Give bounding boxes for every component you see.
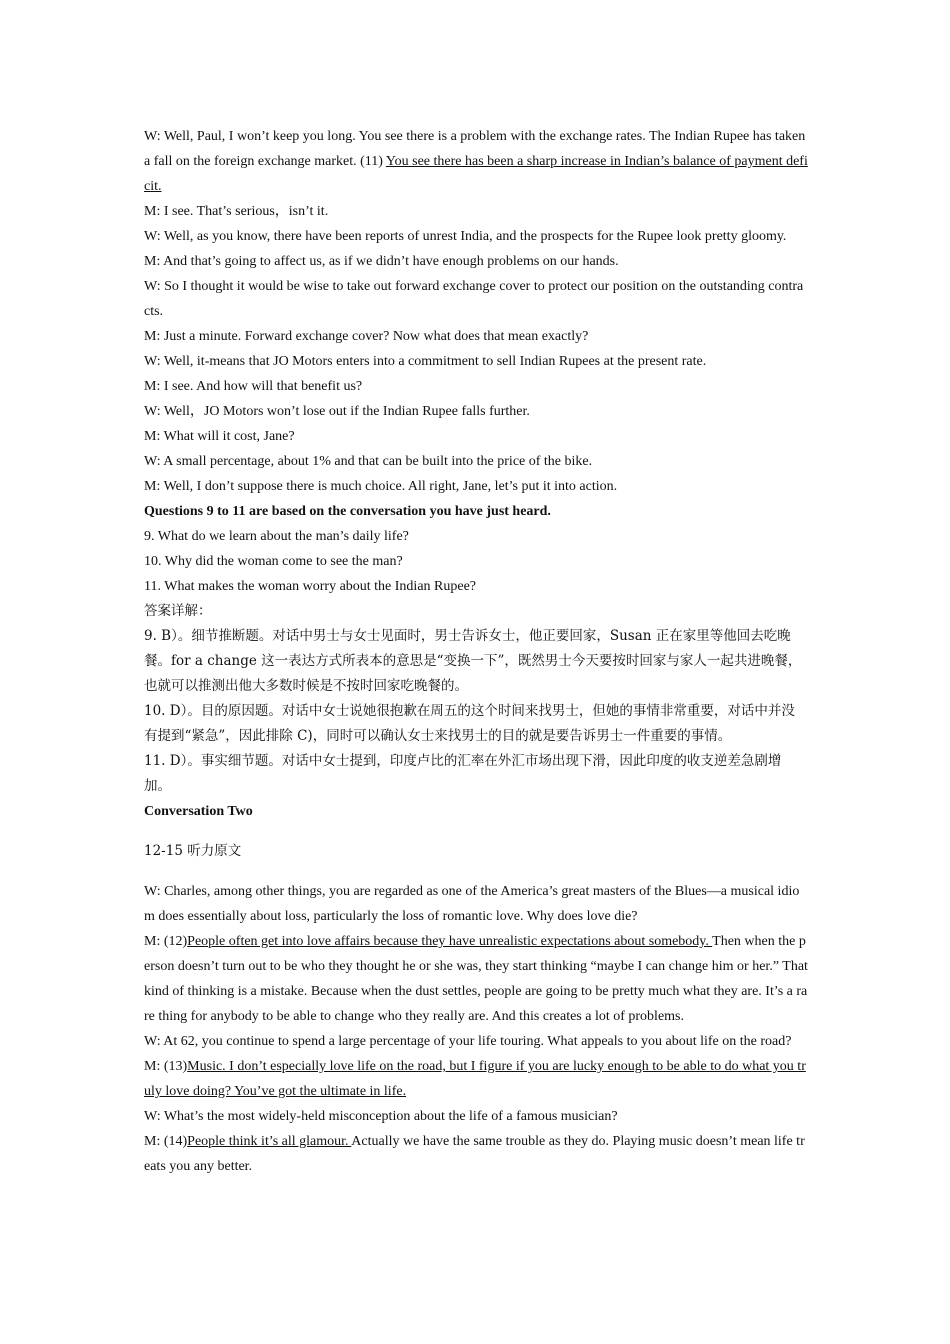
question-item: 11. What makes the woman worry about the Indian Rupee? [144,579,477,594]
question-item: 9. What do we learn about the man’s daily life? [144,529,409,544]
dialogue-line: M: (14)People think it’s all glamour. Actually we have the same trouble as they do. Playing music doesn’t mean life treats you any better. [144,1134,805,1174]
dialogue-line: W: A small percentage, about 1% and that can be built into the price of the bike. [144,454,593,469]
dialogue-line: W: Charles, among other things, you are regarded as one of the America’s great masters of the Blues—a musical idiom does essentially about loss, particularly the loss of romantic love. Why does love die? [144,884,800,924]
dialogue-line: M: What will it cost, Jane? [144,429,295,444]
dialogue-line: M: (12)People often get into love affairs because they have unrealistic expectations about somebody. Then when the person doesn’t turn out to be who they thought he or she was, they start thinking “maybe I can change him or her.” That kind of thinking is a mistake. Because when the dust settles, people are going to be pretty much what they are. It’s a rare thing for anybody to be able to change who they really are. And this creates a lot of problems. [144,934,808,1024]
spacer [144,824,808,839]
underlined-answer: You see there has been a sharp increase in Indian’s balance of payment deficit. [144,154,808,194]
questions-heading: Questions 9 to 11 are based on the conversation you have just heard. [144,504,551,519]
section-heading: Conversation Two [144,804,253,819]
dialogue-line: M: And that’s going to affect us, as if we didn’t have enough problems on our hands. [144,254,619,269]
dialogue-line: W: So I thought it would be wise to take out forward exchange cover to protect our position on the outstanding contracts. [144,279,804,319]
question-item: 10. Why did the woman come to see the man? [144,554,403,569]
dialogue-line: W: Well, it-means that JO Motors enters into a commitment to sell Indian Rupees at the present rate. [144,354,707,369]
dialogue-line: M: (13)Music. I don’t especially love life on the road, but I figure if you are lucky enough to be able to do what you truly love doing? You’ve got the ultimate in life. [144,1059,806,1099]
answer-explanation: 10. D）。目的原因题。对话中女士说她很抱歉在周五的这个时间来找男士，但她的事情非常重要，对话中并没有提到“紧急”，因此排除 C)，同时可以确认女士来找男士的目的就是要告诉男士一件重要的事情。 [144,703,795,744]
dialogue-line: M: Well, I don’t suppose there is much choice. All right, Jane, let’s put it into action. [144,479,618,494]
dialogue-line: W: Well，JO Motors won’t lose out if the Indian Rupee falls further. [144,404,530,419]
underlined-answer: People often get into love affairs because they have unrealistic expectations about somebody. [187,934,713,949]
dialogue-line: W: At 62, you continue to spend a large percentage of your life touring. What appeals to you about life on the road? [144,1034,792,1049]
answer-explanation: 9. B）。细节推断题。对话中男士与女士见面时，男士告诉女士，他正要回家，Susan 正在家里等他回去吃晚餐。for a change 这一表达方式所表本的意思是“变换一下”，既然男士今天要按时回家与家人一起共进晚餐，也就可以推测出他大多数时候是不按时回家吃晚餐的。 [144,628,802,694]
dialogue-line: M: Just a minute. Forward exchange cover? Now what does that mean exactly? [144,329,589,344]
dialogue-line: W: Well, as you know, there have been reports of unrest India, and the prospects for the Rupee look pretty gloomy. [144,229,787,244]
document-page [144,124,808,1179]
spacer [144,864,808,879]
answer-explanation: 11. D）。事实细节题。对话中女士提到，印度卢比的汇率在外汇市场出现下滑，因此印度的收支逆差急剧增加。 [144,753,782,794]
dialogue-line: W: Well, Paul, I won’t keep you long. You see there is a problem with the exchange rates. The Indian Rupee has taken a fall on the foreign exchange market. (11) You see there has been a sharp increase in Indian’s balance of payment deficit. [144,129,808,194]
answers-heading: 答案详解： [144,603,212,619]
underlined-answer: People think it’s all glamour. [187,1134,352,1149]
dialogue-line: M: I see. That’s serious，isn’t it. [144,204,329,219]
dialogue-line: M: I see. And how will that benefit us? [144,379,363,394]
section-subheading: 12-15 听力原文 [144,843,242,859]
underlined-answer: Music. I don’t especially love life on the road, but I figure if you are lucky enough to be able to do what you truly love doing? You’ve got the ultimate in life. [144,1059,806,1099]
dialogue-line: W: What’s the most widely-held misconception about the life of a famous musician? [144,1109,618,1124]
